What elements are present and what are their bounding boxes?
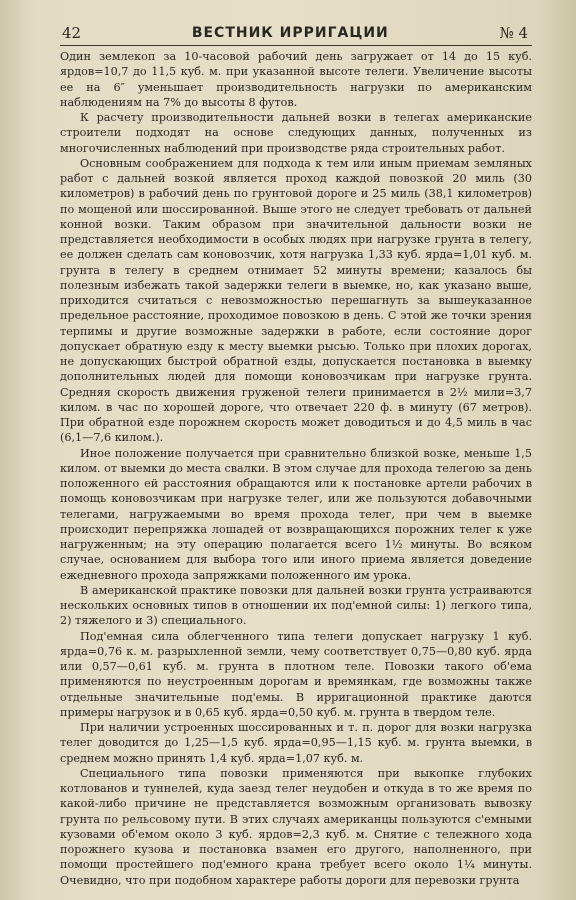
- paragraph: В американской практике повозки для дальней возки грунта устраиваются нескольких основных типов в отношении их под'емной силы: 1) легкого типа, 2) тяжелого и 3) специального.: [60, 583, 532, 628]
- paragraph: Иное положение получается при сравнительно близкой возке, меньше 1,5 килом. от выемки до места свалки. В этом случае для прохода телегою за день положенного ей расстояния обращаются или к постановке артели рабочих в помощь коновозчикам при нагрузке телег, или же пользуются добавочными телегами, нагружаемыми во время прохода телег, при чем в выемке происходит перепряжка лошадей от возвращающихся порожних телег к уже нагруженным; на эту операцию полагается всего 1½ минуты. Во всяком случае, основанием для выбора того или иного приема является доведение ежедневного прохода запряжками положенного им урока.: [60, 446, 532, 582]
- journal-title: ВЕСТНИК ИРРИГАЦИИ: [191, 25, 389, 41]
- paragraph: Под'емная сила облегченного типа телеги допускает нагрузку 1 куб. ярда=0,76 к. м. разрыхленной земли, чему соответствует 0,75—0,80 куб. ярда или 0,57—0,61 куб. м. грунта в плотном теле. Повозки такого об'ема применяются по неустроенным дорогам и времянкам, где возможны также отдельные значительные под'емы. В ирригационной практике даются примеры нагрузок и в 0,65 куб. ярда=0,50 куб. м. грунта в твердом теле.: [60, 629, 532, 719]
- issue-number: № 4: [499, 24, 528, 42]
- paragraph: Один землекоп за 10-часовой рабочий день загружает от 14 до 15 куб. ярдов=10,7 до 11,5 куб. м. при указанной высоте телеги. Увеличение высоты ее на 6″ уменьшает производительность нагрузки по американским наблюдениям на 7% до высоты 8 футов.: [60, 50, 532, 109]
- paragraph: Специального типа повозки применяются при выкопке глубоких котлованов и туннелей, куда заезд телег неудобен и откуда в то же время по какой-либо причине не представляется возможным организовать вывозку грунта по рельсовому пути. В этих случаях американцы пользуются с'емными кузовами об'емом около 3 куб. ярдов=2,3 куб. м. Снятие с тележного хода порожнего кузова и постановка взамен его другого, наполненного, при помощи простейшего под'емного крана требует всего около 1¼ минуты. Очевидно, что при подобном характере работы дороги для перевозки грунта: [60, 766, 532, 887]
- article-body: [60, 49, 532, 888]
- page-header: [60, 24, 532, 46]
- paragraph: К расчету производительности дальней возки в телегах американские строители подходят на основе следующих данных, полученных из многочисленных наблюдений при производстве ряда строительных работ.: [60, 111, 532, 155]
- paragraph: Основным соображением для подхода к тем или иным приемам земляных работ с дальней возкой является проход каждой повозкой 20 миль (30 километров) в рабочий день по грунтовой дороге и 25 миль (38,1 километров) по мощеной или шоссированной. Выше этого не следует требовать от дальней конной возки. Таким образом при значительной дальности возки не представляется необходимости в особых людях при нагрузке грунта в телегу, ее должен сделать сам коновозчик, хотя нагрузка 1,33 куб. ярда=1,01 куб. м. грунта в телегу в среднем отнимает 52 минуты времени; казалось бы полезным избежать такой задержки телеги в выемке, но, как указано выше, приходится считаться с невозможностью перешагнуть за вышеуказанное предельное расстояние, проходимое повозкою в день. С этой же точки зрения терпимы и другие возможные задержки в работе, если состояние дорог допускает обратную езду к месту выемки рысью. Только при плохих дорогах, не допускающих быстрой обратной езды, допускается постановка в выемку дополнительных людей для помощи коновозчикам при нагрузке грунта. Средняя скорость движения груженой телеги принимается в 2½ мили=3,7 килом. в час по хорошей дороге, что отвечает 220 ф. в минуту (67 метров). При обратной езде порожнем скорость может доводиться и до 4,5 миль в час (6,1—7,6 килом.).: [60, 156, 532, 445]
- paragraph: При наличии устроенных шоссированных и т. п. дорог для возки нагрузка телег доводится до 1,25—1,5 куб. ярда=0,95—1,15 куб. м. грунта выемки, в среднем можно принять 1,4 куб. ярда=1,07 куб. м.: [60, 721, 532, 765]
- page-number: 42: [62, 24, 82, 42]
